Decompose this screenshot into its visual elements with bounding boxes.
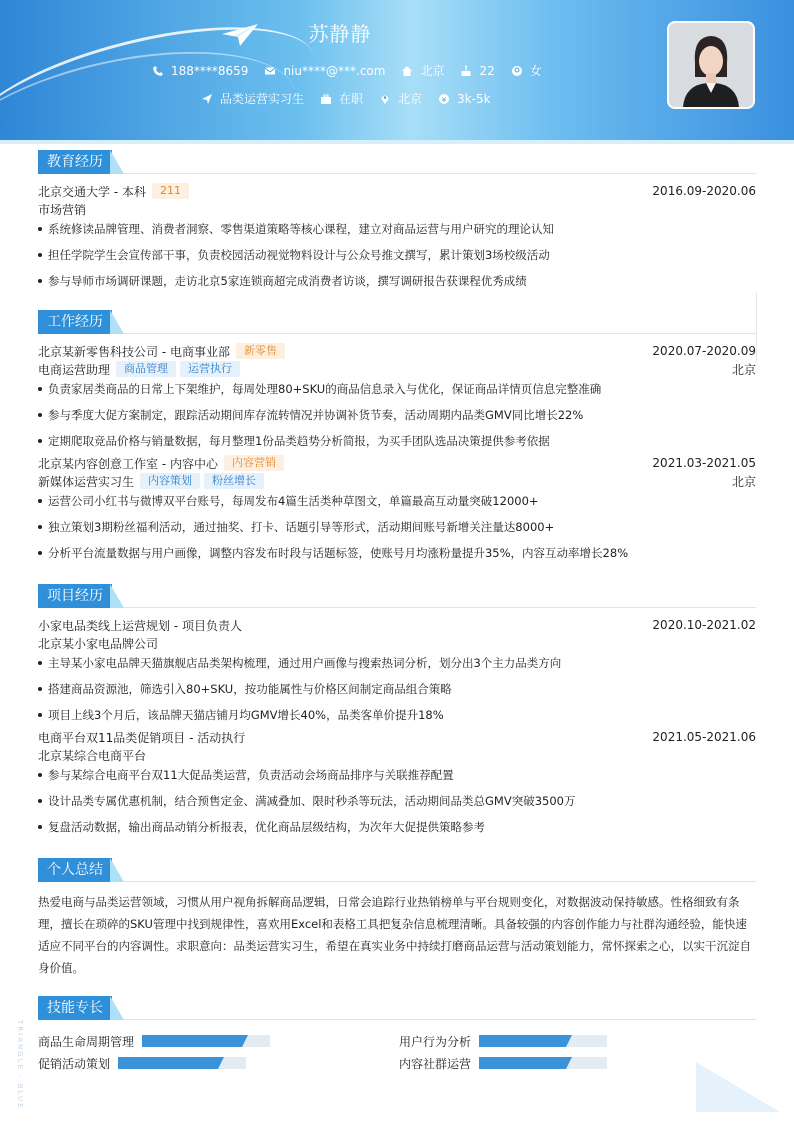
section-title xyxy=(38,858,756,882)
job-bullet: 运营公司小红书与微博双平台账号，每周发布4篇生活类种草图文，单篇最高互动量突破12000+ xyxy=(38,492,756,518)
position-name: 新媒体运营实习生 xyxy=(38,474,135,489)
project-entry xyxy=(38,728,756,844)
skill-tag: 商品管理 xyxy=(116,361,176,377)
avatar-photo xyxy=(667,21,755,109)
location-pin-icon xyxy=(379,93,391,105)
section-title-text: 工作经历 xyxy=(38,310,112,334)
project-org: 北京某小家电品牌公司 xyxy=(38,636,159,651)
skill-bar xyxy=(142,1035,270,1047)
company-name: 北京某新零售科技公司 - 电商事业部 xyxy=(38,344,230,359)
job-bullet: 定期爬取竞品价格与销量数据，每月整理1份品类趋势分析简报，为买手团队选品决策提供参考依据 xyxy=(38,432,756,454)
summary-text: 热爱电商与品类运营领域，习惯从用户视角拆解商品逻辑，日常会追踪行业热销榜单与平台规则变化，对数据波动保持敏感。性格细致有条理，擅长在琐碎的SKU管理中找到规律性，喜欢用Excel和表格工具把复杂信息梳理清晰。具备较强的内容创作能力与社群沟通经验，能快速适应不同平台的内容调性。求职意向：品类运营实习生，希望在真实业务中持续打磨商品运营与活动策划能力，常怀探索之心，以实干沉淀自身价值。 xyxy=(38,895,751,975)
major-row xyxy=(38,200,756,218)
school-tag: 211 xyxy=(152,183,189,199)
job-entry xyxy=(38,342,756,454)
status-value: 在职 xyxy=(339,92,364,106)
basic-info-row xyxy=(152,62,558,79)
school-name: 北京交通大学 - 本科 xyxy=(38,184,146,199)
skill-item xyxy=(38,1056,246,1070)
person-portrait-icon xyxy=(669,23,753,107)
skill-item xyxy=(38,1034,270,1048)
major-name: 市场营销 xyxy=(38,202,87,217)
section-divider xyxy=(38,173,756,174)
section-title-text: 技能专长 xyxy=(38,996,112,1020)
section-title-text: 教育经历 xyxy=(38,150,112,174)
project-header-row xyxy=(38,728,756,746)
city-value: 北京 xyxy=(420,64,445,78)
job-location: 北京 xyxy=(731,362,756,377)
job-entry xyxy=(38,454,756,570)
job-header-row xyxy=(38,342,756,360)
job-bullet: 负责家居类商品的日常上下架维护，每周处理80+SKU的商品信息录入与优化，保证商品详情页信息完整准确 xyxy=(38,380,756,406)
phone-item xyxy=(152,64,248,78)
section-title xyxy=(38,150,756,174)
summary-section xyxy=(38,858,756,979)
skill-bar xyxy=(118,1057,246,1069)
education-bullet: 担任学院学生会宣传部干事，负责校园活动视觉物料设计与公众号推文撰写，累计策划3场校级活动 xyxy=(38,246,756,272)
project-bullet: 设计品类专属优惠机制，结合预售定金、满减叠加、限时秒杀等玩法，活动期间品类总GMV突破3500万 xyxy=(38,792,756,818)
work-section xyxy=(38,310,756,570)
target-city-item xyxy=(379,90,422,107)
skill-tag: 内容策划 xyxy=(140,473,200,489)
education-date: 2016.09-2020.06 xyxy=(652,184,756,198)
project-bullet: 项目上线3个月后，该品牌天猫店铺月均GMV增长40%，品类客单价提升18% xyxy=(38,706,756,728)
position-row xyxy=(38,360,756,378)
job-date: 2020.07-2020.09 xyxy=(652,344,756,358)
skill-bar-fill xyxy=(479,1035,566,1047)
project-name: 电商平台双11品类促销项目 - 活动执行 xyxy=(38,730,246,745)
skill-bar-fill xyxy=(118,1057,218,1069)
money-icon xyxy=(438,93,450,105)
section-title-triangle xyxy=(110,150,124,174)
gender-icon xyxy=(511,65,523,77)
skill-item xyxy=(399,1056,607,1070)
resume-header xyxy=(0,0,794,140)
skills-section xyxy=(38,996,756,1078)
project-bullet: 参与某综合电商平台双11大促品类运营，负责活动会场商品排序与关联推荐配置 xyxy=(38,766,756,792)
skill-name: 内容社群运营 xyxy=(399,1056,472,1071)
job-target-item xyxy=(201,90,304,107)
decor-vertical-line xyxy=(756,292,757,362)
candidate-name: 苏静静 xyxy=(308,22,372,46)
project-date: 2021.05-2021.06 xyxy=(652,730,756,744)
company-tag: 内容营销 xyxy=(224,455,284,471)
phone-icon xyxy=(152,65,164,77)
side-watermark: TRIANGLE · BLUE xyxy=(16,1020,24,1110)
project-org-row xyxy=(38,634,756,652)
section-title-triangle xyxy=(110,584,124,608)
education-bullet: 参与导师市场调研课题，走访北京5家连锁商超完成消费者访谈，撰写调研报告获课程优秀成绩 xyxy=(38,272,756,298)
salary-value: 3k-5k xyxy=(457,91,491,106)
salary-item xyxy=(438,92,491,106)
project-org-row xyxy=(38,746,756,764)
job-bullet: 独立策划3期粉丝福利活动，通过抽奖、打卡、话题引导等形式，活动期间账号新增关注量达8000+ xyxy=(38,518,756,544)
job-location: 北京 xyxy=(731,474,756,489)
email-item xyxy=(264,64,385,78)
project-date: 2020.10-2021.02 xyxy=(652,618,756,632)
email-value: niu****@***.com xyxy=(283,63,386,78)
position-name: 电商运营助理 xyxy=(38,362,111,377)
project-bullet: 搭建商品资源池，筛选引入80+SKU，按功能属性与价格区间制定商品组合策略 xyxy=(38,680,756,706)
project-bullet: 主导某小家电品牌天猫旗舰店品类架构梳理，通过用户画像与搜索热词分析，划分出3个主力品类方向 xyxy=(38,654,756,680)
section-title xyxy=(38,996,756,1020)
project-header-row xyxy=(38,616,756,634)
project-section xyxy=(38,584,756,844)
job-bullet: 参与季度大促方案制定，跟踪活动期间库存流转情况并协调补货节奏，活动周期内品类GMV同比增长22% xyxy=(38,406,756,432)
city-item xyxy=(401,62,444,79)
skill-tag: 粉丝增长 xyxy=(204,473,264,489)
section-divider xyxy=(38,607,756,608)
section-title-text: 项目经历 xyxy=(38,584,112,608)
status-item xyxy=(320,90,363,107)
skill-tag: 运营执行 xyxy=(180,361,240,377)
company-tag: 新零售 xyxy=(236,343,285,359)
phone-value: 188****8659 xyxy=(171,63,249,78)
skill-bar xyxy=(479,1057,607,1069)
skill-bar-fill xyxy=(479,1057,566,1069)
job-bullet: 分析平台流量数据与用户画像，调整内容发布时段与话题标签，使账号月均涨粉量提升35%，内容互动率增长28% xyxy=(38,544,756,570)
gender-value: 女 xyxy=(529,64,542,78)
section-title-triangle xyxy=(110,310,124,334)
job-header-row xyxy=(38,454,756,472)
svg-text:¥: ¥ xyxy=(441,95,447,104)
project-entry xyxy=(38,616,756,728)
home-icon xyxy=(401,65,413,77)
decor-corner-triangle xyxy=(696,1062,780,1112)
mail-icon xyxy=(264,65,276,77)
job-intent-row xyxy=(201,90,507,107)
job-date: 2021.03-2021.05 xyxy=(652,456,756,470)
job-target-value: 品类运营实习生 xyxy=(220,92,305,106)
skills-list xyxy=(38,1028,756,1078)
header-band xyxy=(0,140,794,144)
cake-icon xyxy=(460,65,472,77)
section-divider xyxy=(38,1019,756,1020)
company-name: 北京某内容创意工作室 - 内容中心 xyxy=(38,456,218,471)
briefcase-icon xyxy=(320,93,332,105)
skill-item xyxy=(399,1034,607,1048)
skill-name: 用户行为分析 xyxy=(399,1034,472,1049)
project-bullet: 复盘活动数据，输出商品动销分析报表，优化商品层级结构，为次年大促提供策略参考 xyxy=(38,818,756,844)
age-item xyxy=(460,64,494,78)
education-header-row xyxy=(38,182,756,200)
section-title-text: 个人总结 xyxy=(38,858,112,882)
send-icon xyxy=(201,93,213,105)
skill-name: 商品生命周期管理 xyxy=(38,1034,135,1049)
section-title-triangle xyxy=(110,996,124,1020)
skill-bar xyxy=(479,1035,607,1047)
age-value: 22 xyxy=(479,63,495,78)
gender-item xyxy=(511,62,542,79)
education-section xyxy=(38,150,756,298)
section-divider xyxy=(38,333,756,334)
section-title xyxy=(38,584,756,608)
skill-bar-fill xyxy=(142,1035,242,1047)
education-bullet: 系统修读品牌管理、消费者洞察、零售渠道策略等核心课程，建立对商品运营与用户研究的理论认知 xyxy=(38,220,756,246)
section-divider xyxy=(38,881,756,882)
target-city-value: 北京 xyxy=(398,92,423,106)
position-row xyxy=(38,472,756,490)
project-name: 小家电品类线上运营规划 - 项目负责人 xyxy=(38,618,242,633)
section-title xyxy=(38,310,756,334)
section-title-triangle xyxy=(110,858,124,882)
skill-name: 促销活动策划 xyxy=(38,1056,111,1071)
project-org: 北京某综合电商平台 xyxy=(38,748,147,763)
